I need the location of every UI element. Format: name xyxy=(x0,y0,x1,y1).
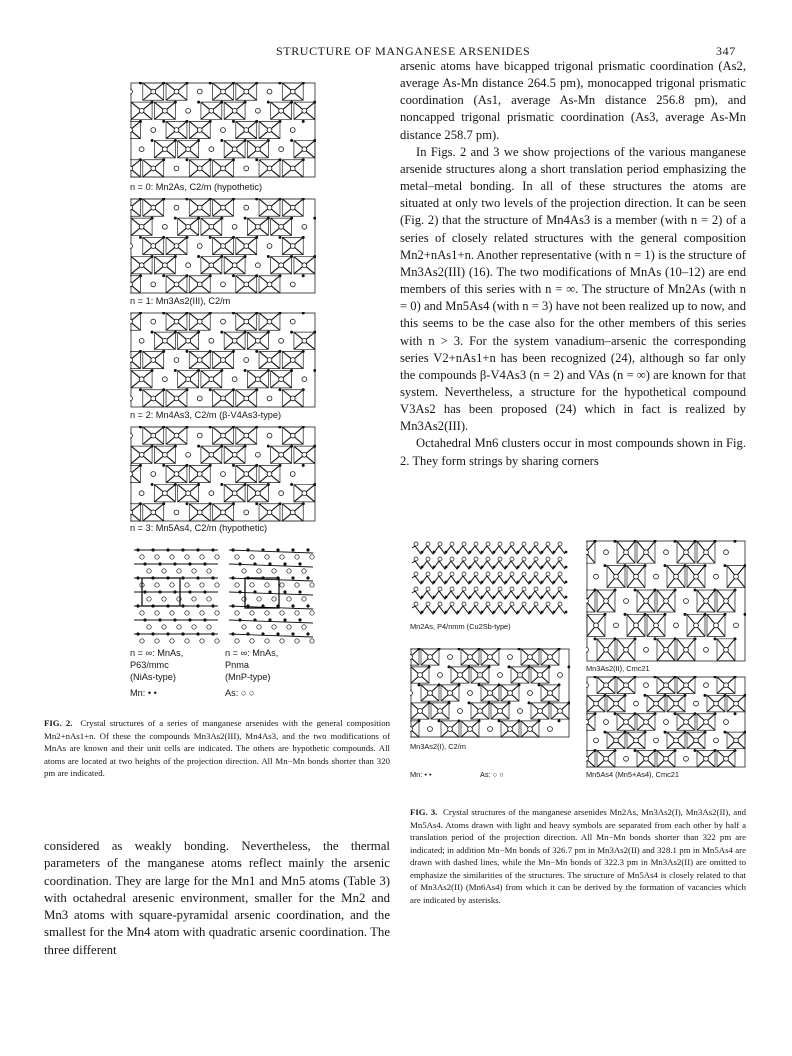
fig3-panel-mn2as xyxy=(410,540,570,618)
fig2-label-n1: n = 1: Mn3As2(III), C2/m xyxy=(130,296,231,306)
fig3-caption-text: Crystal structures of the manganese arsenides Mn2As, Mn3As2(I), Mn3As2(II), and Mn5As4. Atoms drawn with light and heavy symbols are separated from each other by half a translation period of the projection direction. All Mn−Mn bonds shorter than 322 pm are indicated; in addition Mn−Mn bonds of 326.7 pm in Mn3As2(II) and 328.1 pm in Mn5As4 are drawn with dashed lines, while the Mn−Mn bonds of 322.3 pm in Mn3As2(II) are omitted to emphasize the similarities of the structures. The structure of Mn5As4 is closely related to that of Mn3As2(II) (Mn6As4) from which it can be derived by the formation of vacancies which are indicated by asterisks. xyxy=(410,807,746,905)
fig2-label-n0: n = 0: Mn2As, C2/m (hypothetic) xyxy=(130,182,262,192)
fig2-nias-line2: P63/mmc xyxy=(130,660,169,670)
fig2-panel-nias xyxy=(130,544,222,644)
fig3-legend-as: As: ○ ○ xyxy=(480,770,504,779)
running-title: STRUCTURE OF MANGANESE ARSENIDES xyxy=(276,44,531,58)
fig2-label-n3: n = 3: Mn5As4, C2/m (hypothetic) xyxy=(130,523,268,533)
fig2-mnp-line1: n = ∞: MnAs, xyxy=(225,648,279,658)
fig2-legend-mn: Mn: • • xyxy=(130,688,157,698)
right-paragraph-3: Octahedral Mn6 clusters occur in most compounds shown in Fig. 2. They form strings by sharing corners xyxy=(400,436,746,468)
fig2-panel-mnp xyxy=(225,544,317,644)
fig2-panel-n3 xyxy=(130,426,316,522)
fig2-label-nias xyxy=(130,647,183,683)
fig2-panel-n2 xyxy=(130,312,316,408)
left-paragraph-1: considered as weakly bonding. Nevertheless, the thermal parameters of the manganese atoms reflect mainly the arsenic coordination. They are large for the Mn1 and Mn5 atoms (Table 3) with octahedral aresenic environment, smaller for the Mn2 and Mn3 atoms with square-pyramidal arsenic coordination, and the smallest for the Mn4 atom with quadratic arsenic coordination. The three different xyxy=(44,839,390,957)
fig3-label-mn3as2-i: Mn3As2(I), C2/m xyxy=(410,742,466,751)
fig3-caption-label: FIG. 3. xyxy=(410,807,438,817)
fig2-panel-n0 xyxy=(130,82,316,178)
fig3-panel-mn5as4 xyxy=(586,676,746,768)
fig3-legend-mn: Mn: • • xyxy=(410,770,432,779)
page-number: 347 xyxy=(716,44,736,58)
fig2-nias-line3: (NiAs-type) xyxy=(130,672,176,682)
right-paragraph-2: In Figs. 2 and 3 we show projections of the various manganese arsenide structures along a short translation period emphasizing the metal–metal bonding. In all of these structures the atoms are situated at only two levels of the projection direction. It can be seen (Fig. 2) that the structure of Mn4As3 is a member (with n = 2) of a series of closely related structures with the general composition Mn2+nAs1+n. Another representative (with n = 1) is the structure of Mn3As2(III) (16). The two modifications of MnAs (10–12) are end members of this series with n = ∞. The structure of Mn2As (with n = 0) and Mn5As4 (with n = 3) have not been realized up to now, and this seems to be the case also for the other members of this series with n > 3. For the system vanadium–arsenic the corresponding series V2+nAs1+n has been recognized (24), although so far only the compounds β-V4As3 (n = 2) and VAs (n = ∞) are known for that system. Nevertheless, a structure for the hypothetical compound V3As2 has been proposed (24) which in fact is realized by Mn3As2(III). xyxy=(400,144,746,434)
fig2-mnp-line2: Pnma xyxy=(225,660,250,670)
fig2-panel-n1 xyxy=(130,198,316,294)
fig3-panel-mn3as2-ii xyxy=(586,540,746,662)
fig2-legend-as: As: ○ ○ xyxy=(225,688,255,698)
fig3-label-mn3as2-ii: Mn3As2(II), Cmc21 xyxy=(586,664,650,673)
fig2-label-n2: n = 2: Mn4As3, C2/m (β-V4As3-type) xyxy=(130,410,282,420)
fig2-caption-text: Crystal structures of a series of manganese arsenides with the general composition Mn2+nAs1+n. Of these the compounds Mn3As2(III), Mn4As3, and the two modifications of MnAs are known and their unit cells are indicated. The others are hypothetic compounds. All atoms are located at two heights of the projection direction. All Mn−Mn bonds shorter than 320 pm are indicated. xyxy=(44,718,390,778)
fig2-mnp-line3: (MnP-type) xyxy=(225,672,271,682)
right-paragraph-1: arsenic atoms have bicapped trigonal prismatic coordination (As2, average As-Mn distance 264.5 pm), monocapped trigonal prismatic coordination (As1, average As-Mn distance 256.8 pm), and noncapped trigonal prismatic coordination (As3, average As-Mn distance 258.7 pm). xyxy=(400,59,746,142)
fig3-label-mn2as: Mn2As, P4/nmm (Cu2Sb-type) xyxy=(410,622,511,631)
right-column-text xyxy=(400,58,746,470)
left-column-text xyxy=(44,838,390,959)
fig3-panel-mn3as2-i xyxy=(410,648,570,738)
fig2-caption-label: FIG. 2. xyxy=(44,718,73,728)
fig2-nias-line1: n = ∞: MnAs, xyxy=(130,648,184,658)
fig3-caption xyxy=(410,806,746,906)
fig3-label-mn5as4: Mn5As4 (Mn5+As4), Cmc21 xyxy=(586,770,680,779)
fig2-label-mnp xyxy=(225,647,278,683)
fig2-caption xyxy=(44,717,390,780)
